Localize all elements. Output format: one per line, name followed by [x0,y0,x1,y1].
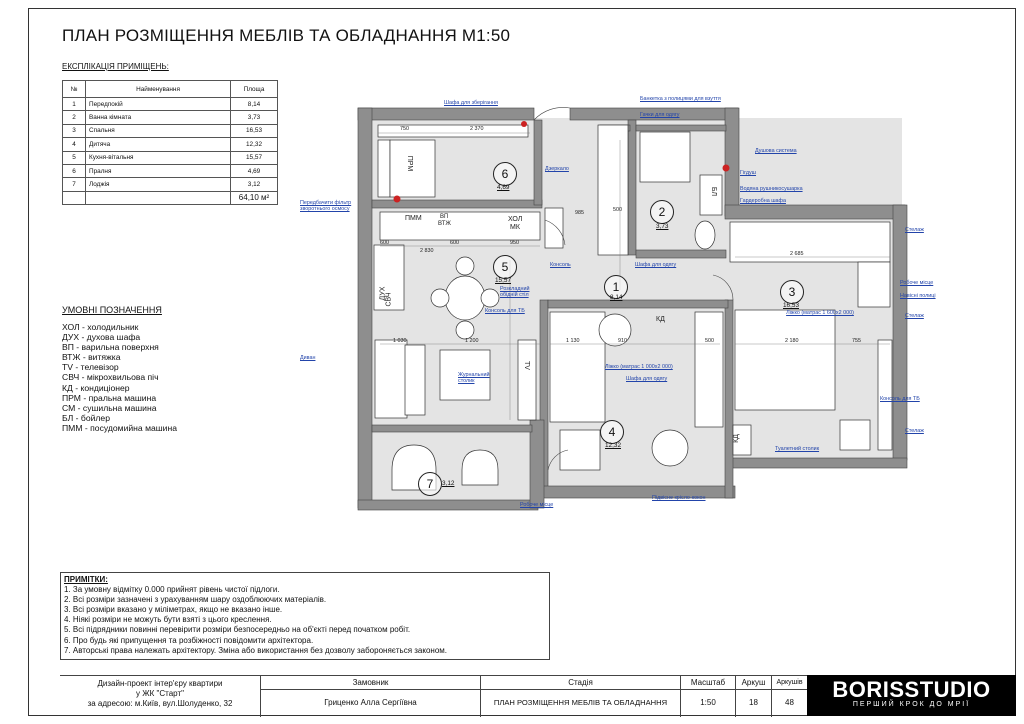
page-title: ПЛАН РОЗМІЩЕННЯ МЕБЛІВ ТА ОБЛАДНАННЯ М1:50 [62,26,511,45]
legend-item: ВП - варильна поверхня [62,342,159,353]
cell: 12,32 [231,138,278,151]
dim-label: 755 [852,338,861,344]
dim-label: 910 [618,338,627,344]
room-number: 5 [493,255,517,279]
legend-item: СВЧ - мікрохвильова піч [62,372,159,383]
table-header: Найменування [86,81,231,98]
label-tv-console-2: Консоль для ТБ [880,396,920,402]
label-bed-child: Ліжко (матрас 1 000х2 000) [605,364,673,370]
scale-label: Масштаб [680,676,735,690]
note-item: 4. Ніякі розміри не можуть бути взяті з цього креслення. [64,615,272,625]
equip-vtzh: ВТЖ [438,221,451,227]
legend-item: TV - телевізор [62,362,119,373]
equip-hol: ХОЛ [508,216,523,223]
dim-label: 2 830 [420,248,434,254]
label-rack-3: Стелаж [905,428,924,434]
dim-label: 1 130 [566,338,580,344]
label-closet-clothes-2: Шафа для одягу [626,376,668,382]
legend-item: СМ - сушильна машина [62,402,157,413]
label-dining-table: Розкладний обідній стіл [500,286,530,298]
room-number: 6 [493,162,517,186]
cell: 15,57 [231,151,278,164]
total-area: 64,10 м² [231,191,278,204]
notes-title: ПРИМІТКИ: [64,575,108,584]
legend-item: БЛ - бойлер [62,412,110,423]
label-shower-tray: Гігдуш [740,170,757,176]
room-area: 12,32 [605,442,621,449]
equip-vp: ВП [440,214,449,220]
label-storage-cabinet: Шафа для зберігання [444,100,498,106]
label-coffee-table: Журнальний столик [458,372,490,384]
label-workplace: Робоче місце [900,280,934,286]
dim-label: 2 180 [785,338,799,344]
label-closet-clothes: Шафа для одягу [635,262,677,268]
room-area: 3,12 [442,480,455,487]
cell: Передпокій [86,98,231,111]
equip-duh: ДУХ [379,286,387,301]
logo-name: BORISSTUDIO [832,677,991,702]
dim-label: 985 [575,210,584,216]
cell: 4 [63,138,86,151]
cell: 3,12 [231,178,278,191]
scale-value: 1:50 [680,690,735,717]
label-bench: Банкетка з полицями для взуття [640,96,721,102]
studio-logo [807,675,1016,716]
label-console: Консоль [550,262,571,268]
dim-label: 1 030 [393,338,407,344]
project-cell [60,676,260,717]
room-area: 3,73 [656,223,669,230]
explication-title: ЕКСПЛІКАЦІЯ ПРИМІЩЕНЬ: [62,62,169,71]
room-area: 4,69 [497,184,510,191]
title-block [60,675,807,717]
client-label: Замовник [260,676,480,690]
label-rack: Стелаж [905,227,924,233]
room-area: 8,14 [610,294,623,301]
equip-tv: TV [522,361,530,370]
sheets-label: Аркушів [771,676,807,690]
cell: 16,53 [231,124,278,137]
legend-item: ПРМ - пральна машина [62,392,157,403]
room-area: 16,53 [783,302,799,309]
client-value: Гриценко Алла Сергіївна [260,690,480,717]
room-number: 3 [780,280,804,304]
label-wardrobe: Гардеробна шафа [740,198,786,204]
label-mirror: Дзеркало [545,166,569,172]
equip-svch: СВЧ [385,292,393,307]
equip-kd: КД [656,316,665,323]
label-filter: Передбачити фільтр зворотнього осмосу [300,200,352,212]
label-shelves: Навісні полиці [900,293,936,299]
cell: 3 [63,124,86,137]
table-header: Площа [231,81,278,98]
legend-title: УМОВНІ ПОЗНАЧЕННЯ [62,305,162,315]
project-line: за адресою: м.Київ, вул.Шолуденко, 32 [87,699,233,708]
legend-item: КД - кондиціонер [62,382,130,393]
cell: Лоджія [86,178,231,191]
dim-label: 600 [380,240,389,246]
label-towel-dryer: Водяна рушникосушарка [740,186,803,192]
note-item: 7. Авторські права належать архітектору. Зміна або використання без дозволу забороняється законом. [64,645,447,655]
cell: 6 [63,164,86,177]
dim-label: 2 685 [790,251,804,257]
note-item: 2. Всі розміри зазначені з урахуванням шару оздоблюючих матеріалів. [64,595,327,605]
label-coat-hooks: Гачки для одягу [640,112,680,118]
logo-slogan: ПЕРШИЙ КРОК ДО МРІЇ [852,701,971,708]
project-line: у ЖК "Старт" [136,689,184,698]
room-area: 15,57 [495,277,511,284]
room-number: 1 [604,275,628,299]
cell: Дитяча [86,138,231,151]
sheet-value: 18 [735,690,771,717]
note-item: 5. Всі підрядники повинні перевірити розміри безпосередньо на об'єкті перед початком робіт. [64,625,411,635]
equip-prm: ПРМ [406,155,414,172]
cell: 7 [63,178,86,191]
cell: Кухня-вітальня [86,151,231,164]
cell: Пралня [86,164,231,177]
equip-mk: МК [510,224,520,231]
cell: 2 [63,111,86,124]
project-line: Дизайн-проект інтер'єру квартири [97,679,223,688]
room-number: 2 [650,200,674,224]
dim-label: 500 [705,338,714,344]
label-tv-console: Консоль для ТБ [485,308,525,314]
note-item: 3. Всі розміри вказано у міліметрах, якщо не вказано інше. [64,605,283,615]
stage-value: ПЛАН РОЗМІЩЕННЯ МЕБЛІВ ТА ОБЛАДНАННЯ [480,690,680,717]
label-rack-2: Стелаж [905,313,924,319]
dim-label: 600 [450,240,459,246]
cell: Ванна кімната [86,111,231,124]
stage-label: Стадія [480,676,680,690]
room-number: 4 [600,420,624,444]
cell: 4,69 [231,164,278,177]
table-header: № [63,81,86,98]
cell: 5 [63,151,86,164]
dim-label: 2 370 [470,126,484,132]
dim-label: 1 200 [465,338,479,344]
label-dressing-table: Туалетний столик [775,446,820,452]
note-item: 6. Про будь які припущення та розбіжності повідомити архітектора. [64,635,314,645]
legend-item: ВТЖ - витяжка [62,352,121,363]
legend-item: ДУХ - духова шафа [62,332,141,343]
label-bed-bedroom: Ліжко (матрас 1 600х2 000) [786,310,854,316]
sheet-label: Аркуш [735,676,771,690]
dim-label: 500 [613,207,622,213]
dim-label: 950 [510,240,519,246]
notes-box [60,572,550,660]
cell: 1 [63,98,86,111]
equip-bl: БЛ [710,186,718,197]
note-item: 1. За умовну відмітку 0.000 прийнят рівень чистої підлоги. [64,585,280,595]
cell: 8,14 [231,98,278,111]
label-chair: Підвісне крісло-кокон [652,495,706,501]
equip-pmm: ПММ [405,215,422,222]
equip-kd2: КД [732,434,740,443]
legend-item: ПММ - посудомийна машина [62,422,177,433]
cell: 3,73 [231,111,278,124]
label-shower-system: Душова система [755,148,797,154]
legend-item: ХОЛ - холодильник [62,322,139,332]
label-workplace-2: Робоче місце [520,502,554,508]
label-sofa: Диван [300,355,316,361]
room-number: 7 [418,472,442,496]
sheets-value: 48 [771,690,807,717]
cell: Спальня [86,124,231,137]
dim-label: 750 [400,126,409,132]
